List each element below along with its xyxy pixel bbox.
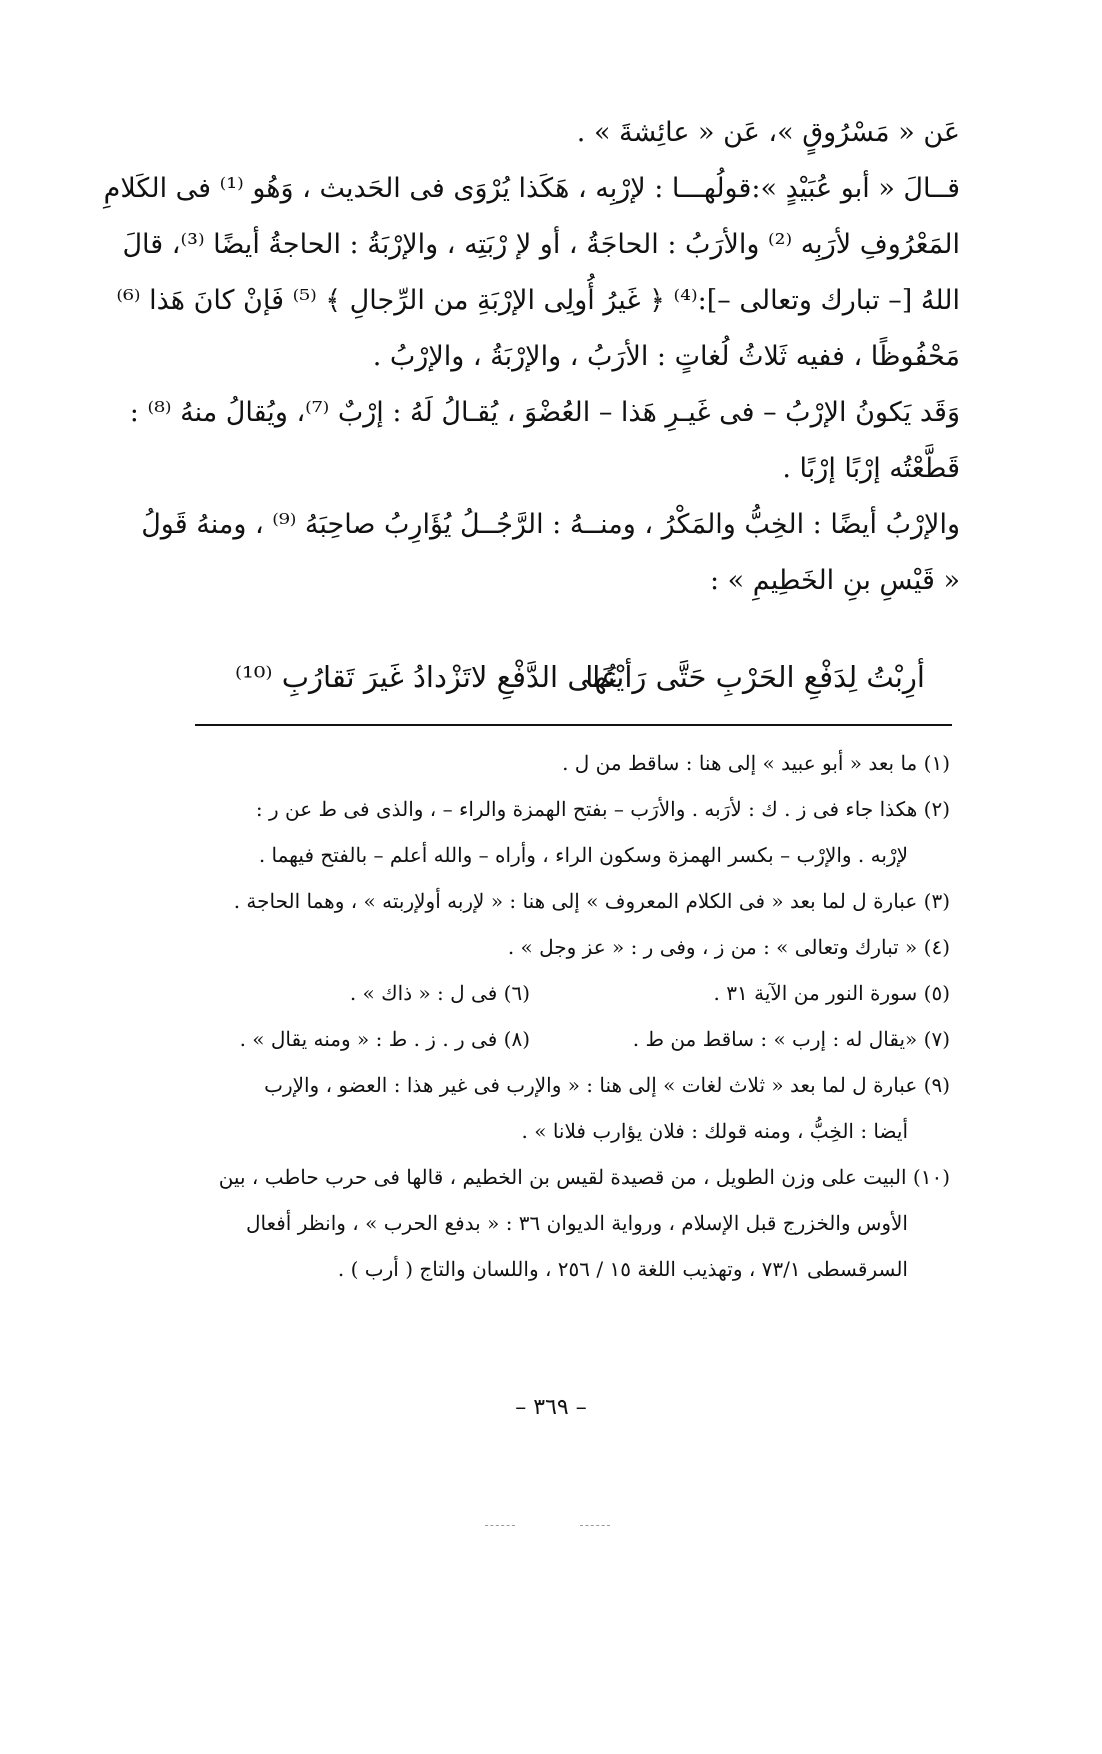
footnote-9-continued: أيضا : الخِبُّ ، ومنه قولك : فلان يؤارب فلانا » . [521, 1119, 908, 1143]
footnote-divider [195, 724, 952, 726]
footnote-8: (٨) فى ر . ز . ط : « ومنه يقال » . [239, 1027, 530, 1051]
main-line-6: وَقَد يَكونُ الإرْبُ – فى غَيـرِ هَذا – العُضْوَ ، يُقـالُ لَهُ : إرْبٌ ⁽⁷⁾، ويُقالُ منهُ ⁽⁸⁾ : [129, 397, 960, 428]
main-line-5: مَحْفُوظًا ، ففيه ثَلاثُ لُغاتٍ : الأرَبُ ، والإرْبَةُ ، والإرْبُ . [372, 341, 960, 372]
main-line-8: والإرْبُ أيضًا : الخِبُّ والمَكْرُ ، ومنــهُ : الرَّجُــلُ يُؤَارِبُ صاحِبَهُ ⁽⁹⁾ ، ومنهُ قَولُ [141, 509, 960, 540]
main-text [103, 105, 960, 609]
footnote-6: (٦) فى ل : « ذاك » . [349, 981, 530, 1005]
footnote-4: (٤) « تبارك وتعالى » : من ز ، وفى ر : « عز وجل » . [507, 935, 950, 959]
scan-mark-left [485, 1525, 515, 1527]
footnote-1: (١) ما بعد « أبو عبيد » إلى هنا : ساقط من ل . [562, 751, 950, 775]
poem-first-hemistich: أرِبْتُ لِدَفْعِ الحَرْبِ حَتَّى رَأيْتُها [585, 660, 925, 694]
footnote-3: (٣) عبارة ل لما بعد « فى الكلام المعروف » إلى هنا : « لإربه أولإربته » ، وهما الحاجة . [233, 889, 950, 913]
footnotes [180, 740, 950, 1292]
footnote-row-7-8 [180, 1016, 950, 1062]
main-line-7: قَطَّعْتُه إرْبًا إرْبًا . [782, 453, 960, 484]
scan-mark-right [580, 1525, 610, 1527]
main-line-3: المَعْرُوفِ لأرَبِه ⁽²⁾ والأرَبُ : الحاجَةُ ، أو لإ رْبَتِه ، والإرْبَةُ : الحاجةُ أيضًا ⁽³⁾، قالَ [122, 229, 960, 260]
footnote-row-5-6 [180, 970, 950, 1016]
footnote-10-continued-1: الأوس والخزرج قبل الإسلام ، ورواية الديوان ٣٦ : « بدفع الحرب » ، وانظر أفعال [245, 1211, 908, 1235]
footnote-5: (٥) سورة النور من الآية ٣١ . [713, 981, 950, 1005]
footnote-7: (٧) «يقال له : إرب » : ساقط من ط . [632, 1027, 950, 1051]
poem-verse [235, 660, 925, 714]
main-line-9: « قَيْسِ بنِ الخَطِيمِ » : [709, 565, 960, 596]
main-line-1: عَن « مَسْرُوقٍ »، عَن « عائِشةَ » . [576, 117, 960, 148]
footnote-2: (٢) هكذا جاء فى ز . ك : لأرَبه . والأرَب – بفتح الهمزة والراء – ، والذى فى ط عن ر : [255, 797, 950, 821]
poem-second-hemistich: عَلى الدَّفْعِ لاتَزْدادُ غَيرَ تَقارُبِ ⁽¹⁰⁾ [235, 660, 619, 694]
footnote-9: (٩) عبارة ل لما بعد « ثلاث لغات » إلى هنا : « والإرب فى غير هذا : العضو ، والإرب [264, 1073, 950, 1097]
footnote-2-continued: لإرْبه . والإرْب – بكسر الهمزة وسكون الراء ، وأراه – والله أعلم – بالفتح فيهما . [258, 843, 908, 867]
main-line-4: اللهُ [– تبارك وتعالى –]:⁽⁴⁾ ﴿ غَيرُ أُولِى الإرْبَةِ من الرِّجالِ ﴾ ⁽⁵⁾ فَإنْ كانَ هَذا ⁽⁶⁾ [116, 285, 960, 316]
footnote-10-continued-2: السرقسطى ٧٣/١ ، وتهذيب اللغة ١٥ / ٢٥٦ ، واللسان والتاج ( أرب ) . [337, 1257, 908, 1281]
footnote-10: (١٠) البيت على وزن الطويل ، من قصيدة لقيس بن الخطيم ، قالها فى حرب حاطب ، بين [218, 1165, 950, 1189]
main-line-2: قــالَ « أبو عُبَيْدٍ »:قولُهـــا : لإرْبِه ، هَكَذا يُرْوَى فى الحَديث ، وَهُو ⁽¹⁾ فى الكَلامِ [103, 173, 960, 204]
page-number: – ٣٦٩ – [515, 1395, 587, 1420]
